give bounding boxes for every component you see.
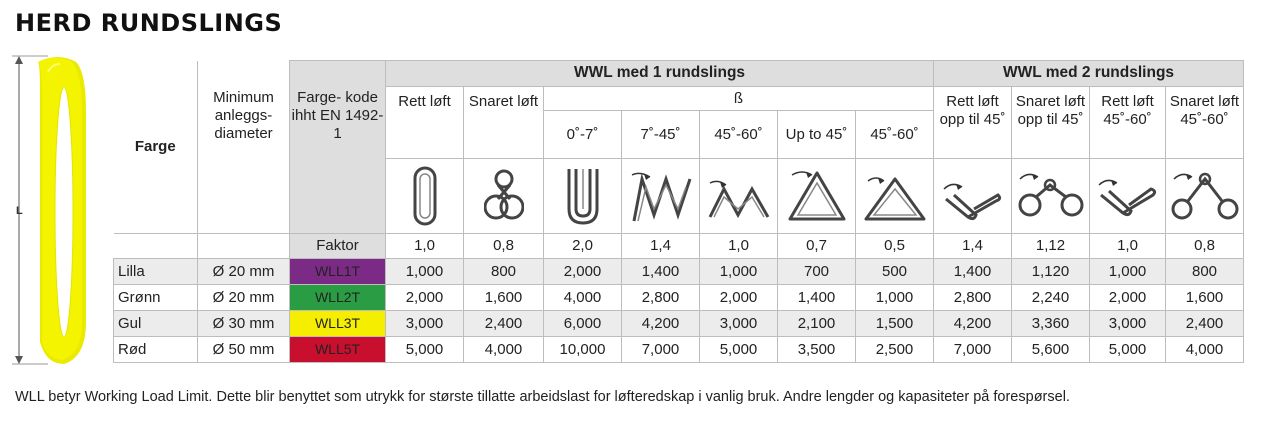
wll-cell: 700 — [778, 259, 856, 285]
rett-header: Rett løft — [386, 87, 464, 159]
wll-cell: 5,000 — [386, 337, 464, 363]
length-label: L — [16, 205, 23, 217]
wll-cell: 3,000 — [700, 311, 778, 337]
diagram-double-straight-45 — [934, 159, 1012, 234]
diameter-cell: Ø 20 mm — [198, 259, 290, 285]
farge-cell: Gul — [114, 311, 198, 337]
min-diameter-header: Minimum anleggs- diameter — [198, 61, 290, 234]
wll-cell: 10,000 — [544, 337, 622, 363]
angle-header: 7˚-45˚ — [622, 111, 700, 159]
table-row — [114, 311, 1244, 337]
faktor-cell: 1,0 — [700, 234, 778, 259]
wll-cell: 1,000 — [1090, 259, 1166, 285]
wll-cell: 4,000 — [544, 285, 622, 311]
table-row — [114, 259, 1244, 285]
diagram-triangle-45 — [778, 159, 856, 234]
wll-cell: 1,600 — [1166, 285, 1244, 311]
wll-cell: 1,400 — [778, 285, 856, 311]
wll-cell: 1,120 — [1012, 259, 1090, 285]
farge-cell: Rød — [114, 337, 198, 363]
wll-cell: 4,200 — [622, 311, 700, 337]
angle-header: 45˚-60˚ — [700, 111, 778, 159]
table-row — [114, 285, 1244, 311]
wll-cell: 2,800 — [934, 285, 1012, 311]
table-row — [114, 337, 1244, 363]
roundsling-illustration — [8, 52, 98, 372]
faktor-cell: 1,4 — [622, 234, 700, 259]
snaret-header: Snaret løft — [464, 87, 544, 159]
d3-header: Rett løft 45˚-60˚ — [1090, 87, 1166, 159]
faktor-cell: 0,8 — [1166, 234, 1244, 259]
angle-header: Up to 45˚ — [778, 111, 856, 159]
wll-cell: 7,000 — [622, 337, 700, 363]
wll-cell: 4,000 — [464, 337, 544, 363]
angle-header: 45˚-60˚ — [856, 111, 934, 159]
faktor-cell: 0,7 — [778, 234, 856, 259]
d2-header: Snaret løft opp til 45˚ — [1012, 87, 1090, 159]
wll-cell: 3,360 — [1012, 311, 1090, 337]
beta-header: ß — [544, 87, 934, 111]
diagram-choke — [464, 159, 544, 234]
faktor-cell: 1,4 — [934, 234, 1012, 259]
wwl2-header: WWL med 2 rundslings — [934, 61, 1244, 87]
wll-cell: 2,000 — [1090, 285, 1166, 311]
wll-cell: 500 — [856, 259, 934, 285]
diagram-basket-45 — [622, 159, 700, 234]
faktor-cell: 1,0 — [1090, 234, 1166, 259]
faktor-cell: 0,5 — [856, 234, 934, 259]
wll-cell: 3,000 — [386, 311, 464, 337]
fargekode-header: Farge- kode ihht EN 1492-1 — [290, 61, 386, 234]
faktor-spacer — [198, 234, 290, 259]
wll-cell: 800 — [1166, 259, 1244, 285]
wll-cell: 2,400 — [1166, 311, 1244, 337]
diagram-double-straight-60 — [1090, 159, 1166, 234]
wll-cell: 7,000 — [934, 337, 1012, 363]
wll-cell: 4,000 — [1166, 337, 1244, 363]
color-code-cell: WLL3T — [290, 311, 386, 337]
wll-cell: 800 — [464, 259, 544, 285]
wll-cell: 1,000 — [700, 259, 778, 285]
wll-cell: 5,000 — [1090, 337, 1166, 363]
wwl1-header: WWL med 1 rundslings — [386, 61, 934, 87]
color-code-cell: WLL5T — [290, 337, 386, 363]
faktor-cell: 2,0 — [544, 234, 622, 259]
farge-cell: Grønn — [114, 285, 198, 311]
wll-cell: 3,000 — [1090, 311, 1166, 337]
wll-cell: 2,100 — [778, 311, 856, 337]
faktor-cell: 1,12 — [1012, 234, 1090, 259]
wll-cell: 2,400 — [464, 311, 544, 337]
wll-cell: 1,400 — [934, 259, 1012, 285]
wll-cell: 1,400 — [622, 259, 700, 285]
diagram-double-choke-45 — [1012, 159, 1090, 234]
color-code-cell: WLL1T — [290, 259, 386, 285]
d1-header: Rett løft opp til 45˚ — [934, 87, 1012, 159]
d4-header: Snaret løft 45˚-60˚ — [1166, 87, 1244, 159]
diagram-straight — [386, 159, 464, 234]
wll-cell: 4,200 — [934, 311, 1012, 337]
angle-header: 0˚-7˚ — [544, 111, 622, 159]
wll-cell: 2,000 — [386, 285, 464, 311]
faktor-cell: 0,8 — [464, 234, 544, 259]
diagram-double-choke-60 — [1166, 159, 1244, 234]
diagram-basket-60 — [700, 159, 778, 234]
faktor-label: Faktor — [290, 234, 386, 259]
wll-cell: 1,000 — [386, 259, 464, 285]
page-title: HERD RUNDSLINGS — [15, 9, 283, 37]
diameter-cell: Ø 20 mm — [198, 285, 290, 311]
farge-cell: Lilla — [114, 259, 198, 285]
wll-cell: 5,600 — [1012, 337, 1090, 363]
wll-cell: 2,000 — [700, 285, 778, 311]
wll-cell: 1,500 — [856, 311, 934, 337]
spec-table — [113, 60, 1244, 363]
wll-cell: 2,800 — [622, 285, 700, 311]
wll-cell: 3,500 — [778, 337, 856, 363]
wll-cell: 1,600 — [464, 285, 544, 311]
wll-cell: 1,000 — [856, 285, 934, 311]
diagram-triangle-60 — [856, 159, 934, 234]
wll-cell: 2,500 — [856, 337, 934, 363]
diameter-cell: Ø 50 mm — [198, 337, 290, 363]
wll-cell: 6,000 — [544, 311, 622, 337]
wll-cell: 2,240 — [1012, 285, 1090, 311]
footnote: WLL betyr Working Load Limit. Dette blir benyttet som utrykk for største tillatte arbeidslast for løfteredskap i vanlig bruk. Andre lengder og kapasiteter på forespørsel. — [15, 389, 1070, 405]
farge-header: Farge — [114, 61, 198, 234]
diagram-basket-vertical — [544, 159, 622, 234]
faktor-cell: 1,0 — [386, 234, 464, 259]
faktor-spacer — [114, 234, 198, 259]
wll-cell: 2,000 — [544, 259, 622, 285]
diameter-cell: Ø 30 mm — [198, 311, 290, 337]
color-code-cell: WLL2T — [290, 285, 386, 311]
wll-cell: 5,000 — [700, 337, 778, 363]
